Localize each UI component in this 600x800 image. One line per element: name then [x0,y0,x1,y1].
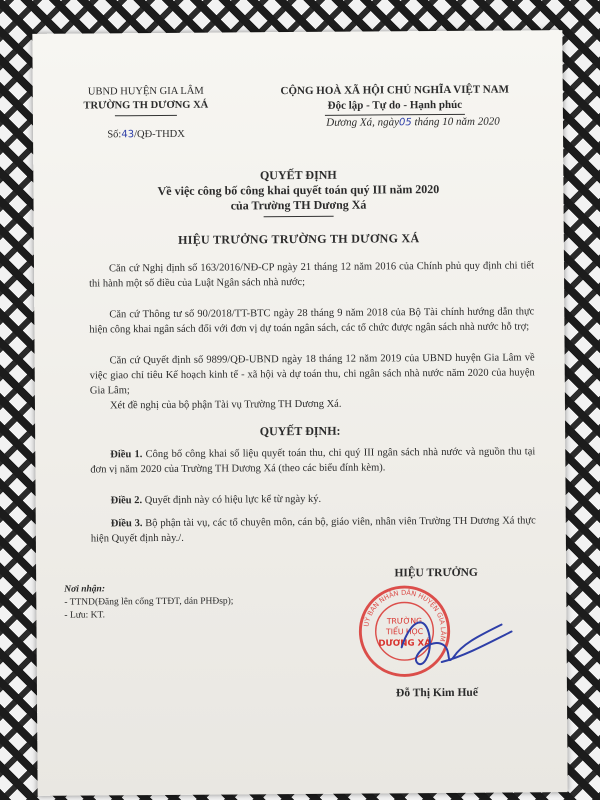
stamp-center-line: TIỂU HỌC [385,627,424,637]
agency-name: UBND HUYỆN GIA LÂM [87,85,204,98]
country-name: CỘNG HOÀ XÃ HỘI CHỦ NGHĨA VIỆT NAM [280,83,510,98]
article-text: Quyết định này có hiệu lực kể từ ngày ký. [142,493,322,507]
recipients-title: Nơi nhận: [64,584,106,595]
document-number [61,127,231,142]
date-suffix: tháng 10 năm 2020 [414,115,500,129]
preamble-paragraph: Căn cứ Quyết định số 9899/QĐ-UBND ngày 18 tháng 12 năm 2019 của UBND huyện Gia Lâm về việc giao chỉ tiêu Kế hoạch kinh tế - xã hội và dự toán thu, chi ngân sách nhà nước năm 2020 của huyện Gia Lâm; [89,352,535,397]
document-page [32,30,567,796]
signature-block [336,566,537,707]
recipients-block [64,582,234,622]
number-suffix: /QĐ-THDX [134,128,185,141]
stamp-center-line: DƯƠNG XÁ [378,638,431,649]
issuing-agency-block [61,84,231,142]
stamp-center-line: TRƯỜNG [386,616,423,626]
date-prefix: Dương Xá, ngày [326,116,399,129]
article-label: Điều 1. [110,449,143,461]
signer-name: Đỗ Thị Kim Huế [395,686,478,700]
divider [264,216,334,217]
preamble-paragraph: Căn cứ Nghị định số 163/2016/NĐ-CP ngày 21 tháng 12 năm 2016 của Chính phủ quy định chi tiết thi hành một số điều của Luật Ngân sách nhà nước; [89,260,535,290]
handwritten-number: 43 [121,129,135,141]
national-header [255,82,535,116]
article-1 [90,444,535,477]
title-subject: Về việc công bố công khai quyết toán quý III năm 2020 [157,182,440,198]
document-title [73,166,523,218]
article-label: Điều 2. [110,495,143,507]
issuer-heading: HIỆU TRƯỞNG TRƯỜNG TH DƯƠNG XÁ [178,231,420,247]
preamble-paragraph: Xét đề nghị của bộ phận Tài vụ Trường TH Dương Xá. [109,398,342,412]
handwritten-signature-icon [381,606,521,677]
title-line: QUYẾT ĐỊNH [259,167,337,183]
title-subject-2: của Trường TH Dương Xá [230,197,367,213]
article-text: Bộ phận tài vụ, các tổ chuyên môn, cán bộ, giáo viên, nhân viên Trường TH Dương Xá thực hiện Quyết định này./. [90,515,536,545]
article-text: Công bố công khai số liệu quyết toán thu, chi quý III ngân sách nhà nước và nguồn thu tại đơn vị năm 2020 của Trường TH Dương Xá (theo các biểu đính kèm). [90,446,536,476]
national-motto: Độc lập - Tự do - Hạnh phúc [327,98,463,112]
recipient-item: - TTND(Đăng lên cổng TTĐT, dán PHĐsp); [64,596,234,608]
article-3 [91,513,536,546]
handwritten-day: 05 [398,117,412,129]
preamble-paragraph: Căn cứ Thông tư số 90/2018/TT-BTC ngày 28 tháng 9 năm 2018 của Bộ Tài chính hướng dẫn thực hiện công khai ngân sách đối với đơn vị dự toán ngân sách, các tổ chức được ngân sách nhà nước hỗ trợ; [89,306,535,336]
signer-title: HIỆU TRƯỞNG [394,566,478,580]
article-label: Điều 3. [110,518,143,530]
number-prefix: Số: [107,129,122,141]
school-name: TRƯỜNG TH DƯƠNG XÁ [83,99,209,112]
stamp-ring-text: UỶ BAN NHÂN DÂN HUYỆN GIA LÂM [362,588,448,643]
article-2 [91,490,536,508]
divider [115,115,177,116]
decision-heading: QUYẾT ĐỊNH: [259,423,341,439]
issue-date [273,115,553,129]
recipient-item: - Lưu: KT. [64,610,106,621]
